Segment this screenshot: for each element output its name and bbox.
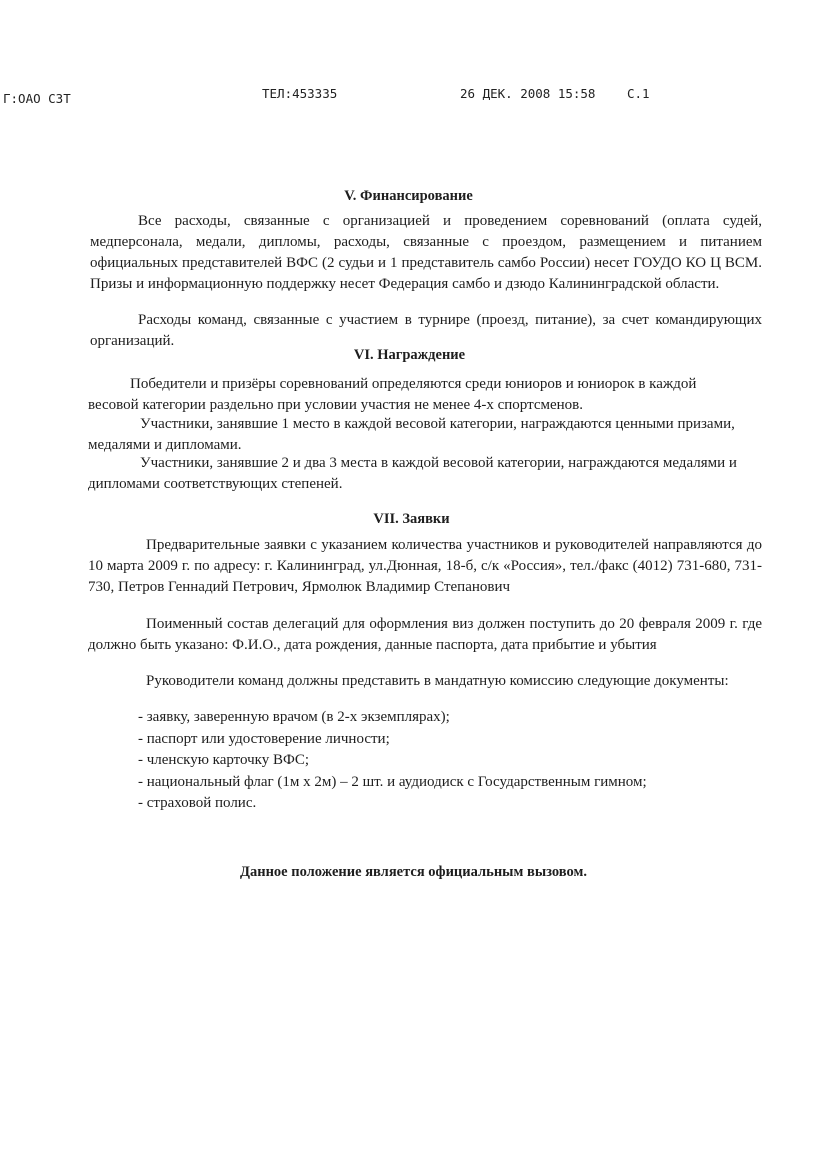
awards-paragraph: Победители и призёры соревнований определяются среди юниоров и юниорок в каждой весовой категории раздельно при условии участия не менее 4-х спортсменов. bbox=[88, 376, 697, 413]
fax-phone: ТЕЛ:453335 bbox=[262, 86, 338, 101]
required-documents-list bbox=[138, 707, 647, 815]
list-item: - паспорт или удостоверение личности; bbox=[138, 729, 647, 751]
list-item: - заявку, заверенную врачом (в 2-х экземплярах); bbox=[138, 707, 647, 729]
applications-paragraph: Предварительные заявки с указанием количества участников и руководителей направляются до 10 марта 2009 г. по адресу: г. Калининград, ул.Дюнная, 18-б, с/к «Россия», тел./факс (4012) 731-680, 731-730, Петров Геннадий Петрович, Ярмолюк Владимир Степанович bbox=[88, 537, 762, 595]
fax-sender: Г:ОАО СЗТ bbox=[3, 91, 71, 106]
financing-paragraph: Все расходы, связанные с организацией и проведением соревнований (оплата судей, медперсонала, медали, дипломы, расходы, связанные с проездом, размещением и питанием официальных представителей ВФС (2 судьи и 1 представитель самбо России) несет ГОУДО КО Ц ВСМ. Призы и информационную поддержку несет Федерация самбо и дзюдо Калининградской области. bbox=[90, 213, 762, 292]
awards-paragraph: Участники, занявшие 2 и два 3 места в каждой весовой категории, награждаются медалями и дипломами соответствующих степеней. bbox=[88, 455, 737, 492]
section-heading-financing: V. Финансирование bbox=[344, 188, 473, 204]
section-heading-applications: VII. Заявки bbox=[373, 511, 450, 527]
list-item: - членскую карточку ВФС; bbox=[138, 750, 647, 772]
fax-page-number: С.1 bbox=[627, 86, 650, 101]
awards-paragraph: Участники, занявшие 1 место в каждой весовой категории, награждаются ценными призами, медалями и дипломами. bbox=[88, 416, 735, 453]
list-item: - страховой полис. bbox=[138, 793, 647, 815]
applications-paragraph: Руководители команд должны представить в мандатную комиссию следующие документы: bbox=[146, 673, 729, 689]
section-heading-awards: VI. Награждение bbox=[353, 347, 466, 363]
closing-statement: Данное положение является официальным вызовом. bbox=[239, 864, 587, 880]
list-item: - национальный флаг (1м х 2м) – 2 шт. и аудиодиск с Государственным гимном; bbox=[138, 772, 647, 794]
fax-datetime: 26 ДЕК. 2008 15:58 bbox=[460, 86, 596, 101]
fax-header bbox=[0, 86, 827, 104]
financing-paragraph: Расходы команд, связанные с участием в турнире (проезд, питание), за счет командирующих организаций. bbox=[90, 312, 762, 349]
applications-paragraph: Поименный состав делегаций для оформления виз должен поступить до 20 февраля 2009 г. где должно быть указано: Ф.И.О., дата рождения, данные паспорта, дата прибытие и убытия bbox=[88, 616, 762, 653]
